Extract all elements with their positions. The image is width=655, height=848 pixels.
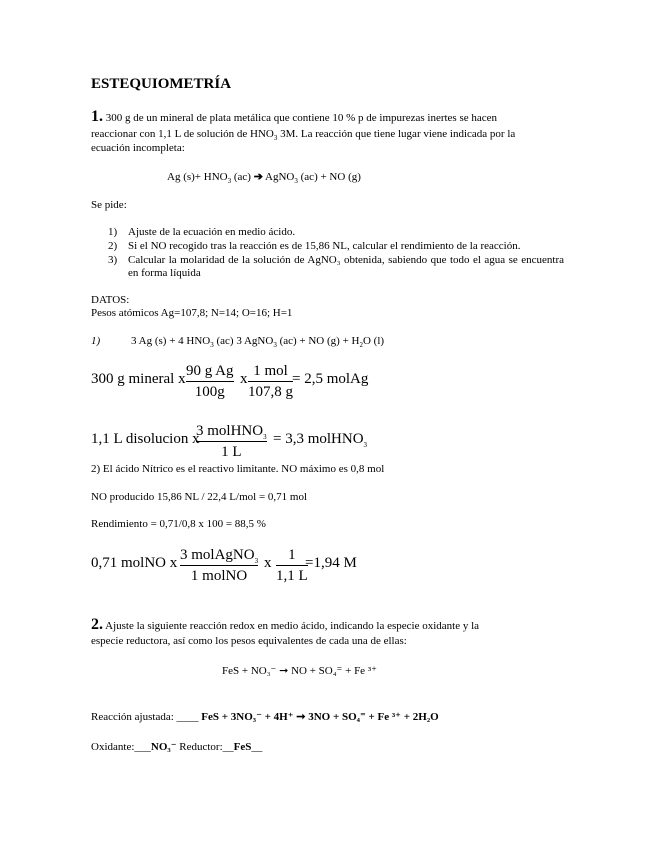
problem-2-text: Ajuste la siguiente reacción redox en medio ácido, indicando la especie oxidante y la bbox=[105, 620, 480, 632]
problem-1-line-1 bbox=[91, 110, 497, 125]
reductor-value: FeS bbox=[233, 741, 252, 753]
yield: Rendimiento = 0,71/0,8 x 100 = 88,5 % bbox=[91, 518, 266, 530]
solution-1-number: 1) bbox=[91, 335, 101, 347]
item-text: Ajuste de la ecuación en medio ácido. bbox=[128, 226, 296, 238]
oxidant-reductor: Oxidante:___NO₃⁻ Reductor:__FeS__ bbox=[91, 741, 263, 753]
calc-3-fraction-2: 1 1,1 L bbox=[276, 547, 308, 584]
item-number: 2) bbox=[108, 240, 118, 252]
arrow-icon: ➔ bbox=[253, 171, 263, 183]
calc-3-result: =1,94 M bbox=[305, 555, 357, 571]
calc-1-left: 300 g mineral x bbox=[91, 371, 186, 387]
calc-1-fraction-1: 90 g Ag 100g bbox=[186, 363, 234, 400]
problem-2-number: 2. bbox=[91, 616, 103, 633]
atomic-weights: Pesos atómicos Ag=107,8; N=14; O=16; H=1 bbox=[91, 307, 293, 319]
page-title: ESTEQUIOMETRÍA bbox=[91, 76, 232, 92]
solution-2-text: 2) El ácido Nítrico es el reactivo limitante. NO máximo es 0,8 mol bbox=[91, 463, 385, 475]
calc-1-result: = 2,5 molAg bbox=[292, 371, 369, 387]
problem-2-line-1 bbox=[91, 618, 479, 633]
calc-1-times: x bbox=[240, 371, 248, 387]
redox-equation: FeS + NO₃⁻ ➞ NO + SO₄⁼ + Fe ³⁺ bbox=[222, 665, 377, 677]
oxidant-value: NO₃⁻ bbox=[150, 741, 177, 753]
calc-3-times: x bbox=[264, 555, 272, 571]
problem-1-text: 300 g de un mineral de plata metálica que contiene 10 % p de impurezas inertes se hacen bbox=[105, 112, 498, 124]
calc-2-fraction: 3 molHNO$_3$ 1 L bbox=[196, 423, 267, 460]
balanced-reaction: Reacción ajustada: ____ FeS + 3NO₃⁻ + 4H⁺ ➞ 3NO + SO₄⁼ + Fe ³⁺ + 2H₂O bbox=[91, 711, 439, 723]
calc-3-fraction-1: 3 molAgNO$_3$ 1 molNO bbox=[180, 547, 259, 584]
calc-3-left: 0,71 molNO x bbox=[91, 555, 178, 571]
balanced-equation-1: 3 Ag (s) + 4 $HNO_3$ (ac) 3 AgNO$_3$ (ac) + NO $(g) + H_2O$ (l) bbox=[131, 335, 385, 350]
incomplete-equation: Ag $(s)+ HNO_3$ (ac) ➔ AgNO$_3$ (ac) + NO (g) bbox=[167, 171, 361, 186]
calc-2-result: = 3,3 molHNO$_3$ bbox=[273, 431, 368, 449]
problem-1-number: 1. bbox=[91, 108, 103, 125]
problem-1-line-2: reaccionar con 1,1 L de solución de $HNO_3$ 3M. La reacción que tiene lugar viene indicada por la bbox=[91, 128, 516, 143]
calc-2-left: 1,1 L disolucion x bbox=[91, 431, 200, 447]
datos-label: DATOS: bbox=[91, 294, 130, 306]
item-text: Si el NO recogido tras la reacción es de 15,86 NL, calcular el rendimiento de la reacción. bbox=[128, 240, 521, 252]
item-text: Calcular la molaridad de la solución de AgNO₃ obtenida, sabiendo que todo el agua se encuentra en forma líquida bbox=[128, 254, 564, 279]
se-pide-label: Se pide: bbox=[91, 199, 127, 211]
item-number: 1) bbox=[108, 226, 118, 238]
calc-1-fraction-2: 1 mol 107,8 g bbox=[248, 363, 293, 400]
item-number: 3) bbox=[108, 254, 118, 266]
problem-1-line-3: ecuación incompleta: bbox=[91, 142, 185, 154]
no-produced: NO producido 15,86 NL / 22,4 L/mol = 0,71 mol bbox=[91, 491, 308, 503]
problem-2-line-2: especie reductora, así como los pesos equivalentes de cada una de ellas: bbox=[91, 635, 407, 647]
